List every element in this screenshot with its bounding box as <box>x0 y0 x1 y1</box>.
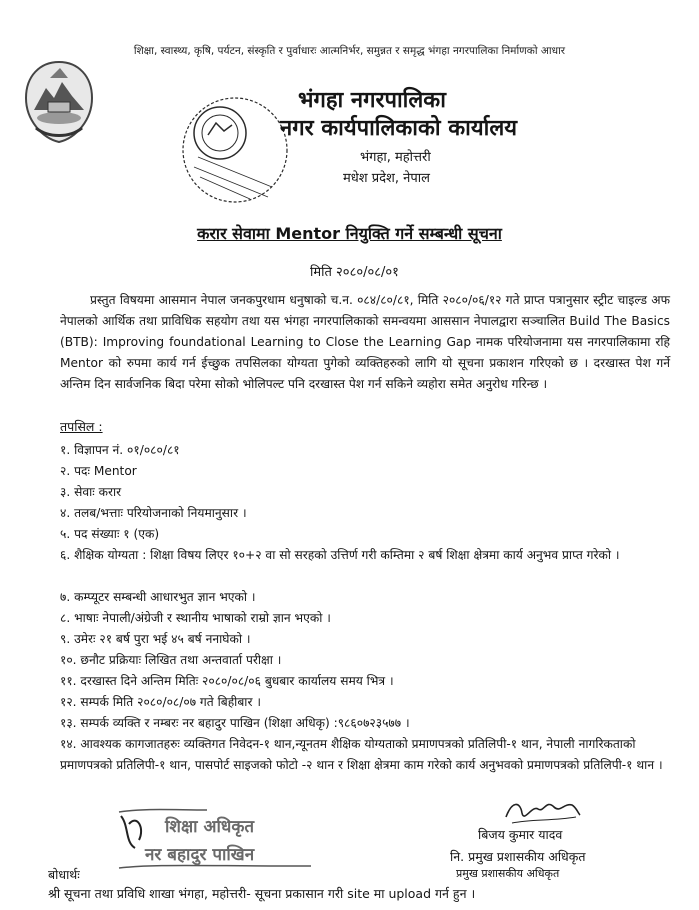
list-item: १४. आवश्यक कागजातहरुः व्यक्तिगत निवेदन-१ थान,न्यूनतम शैक्षिक योग्यताको प्रमाणपत्रको प्रतिलिपी-१ थान, नेपाली नागरिकताको प्रमाणपत्रको प्रतिलिपी-१ थान, पासपोर्ट साइजको फोटो -२ थान र शिक्षा क्षेत्रमा काम गरेको कार्य अनुभवको प्रमाणपत्रको प्रतिलिपी-१ थान । <box>60 737 663 772</box>
list-item: ८. भाषाः नेपाली/अंग्रेजी र स्थानीय भाषाको राम्रो ज्ञान भएको । <box>60 611 331 625</box>
notice-paragraph: प्रस्तुत विषयमा आसमान नेपाल जनकपुरधाम धनुषाको च.न. ०८४/८०/८१, मिति २०८०/०६/१२ गते प्राप्त पत्रानुसार स्ट्रीट चाइल्ड अफ नेपालको आर्थिक तथा प्राविधिक सहयोग तथा यस भंगहा नगरपालिकाको समन्वयमा आससान नेपालद्वारा सञ्चालित Build The Basics (BTB): Improving foundational Learning to Close the Learning Gap नामक परियोजनामा यस नगरपालिकामा रहि Mentor को रुपमा कार्य गर्न ईच्छुक तपसिलका योग्यता पुगेको व्यक्तिहरुको लागि यो सूचना प्रकाशन गरिएको छ । दरखास्त पेश गर्ने अन्तिम दिन सार्वजनिक बिदा परेमा सोको भोलिपल्ट पनि दरखास्त पेश गर्न सकिने व्यहोरा समेत अनुरोध गरिन्छ । <box>60 293 670 391</box>
list-item: ९. उमेरः २१ बर्ष पुरा भई ४५ बर्ष ननाघेको । <box>60 632 251 646</box>
signer-name: बिजय कुमार यादव <box>478 827 563 842</box>
office-title: नगर कार्यपालिकाको कार्यालय <box>280 116 517 141</box>
nepal-emblem-icon <box>20 58 98 146</box>
list-item: ४. तलब/भत्ताः परियोजनाको नियमानुसार । <box>60 506 247 520</box>
municipality-name: भंगहा नगरपालिका <box>298 88 446 113</box>
office-address-line2: मधेश प्रदेश, नेपाल <box>343 171 430 186</box>
details-label: तपसिल : <box>60 419 103 434</box>
official-stamp <box>115 806 315 872</box>
cc-recipient: श्री सूचना तथा प्रविधि शाखा भंगहा, महोत्तरी- सूचना प्रकासान गरी site मा upload गर्न हुन । <box>48 886 476 901</box>
notice-title: करार सेवामा Mentor नियुक्ति गर्ने सम्बन्धी सूचना <box>197 224 502 243</box>
signature-scribble <box>502 795 582 827</box>
list-item: ७. कम्प्यूटर सम्बन्धी आधारभुत ज्ञान भएको । <box>60 590 256 604</box>
list-item: ३. सेवाः करार <box>60 485 122 499</box>
list-item: ५. पद संख्याः १ (एक) <box>60 527 160 541</box>
notice-title-wrap <box>0 222 699 244</box>
notice-date: मिति २०८०/०८/०१ <box>310 265 399 280</box>
stamp-line2: नर बहादुर पाखिन <box>145 845 255 865</box>
list-item: १२. सम्पर्क मिति २०८०/०८/०७ गते बिहीबार । <box>60 695 261 709</box>
office-address-line1: भंगहा, महोत्तरी <box>360 150 431 165</box>
signer-title: नि. प्रमुख प्रशासकीय अधिकृत <box>450 849 586 864</box>
list-item: ११. दरखास्त दिने अन्तिम मितिः २०८०/०८/०६ बुधबार कार्यालय समय भित्र । <box>60 674 394 688</box>
list-item: १३. सम्पर्क व्यक्ति र नम्बरः नर बहादुर पाखिन (शिक्षा अधिकृ) :९८६०७२३५७७ । <box>60 716 410 730</box>
stamp-line1: शिक्षा अधिकृत <box>165 817 255 837</box>
signer-title-secondary: प्रमुख प्रशासकीय अधिकृत <box>456 867 560 880</box>
list-item: ६. शैक्षिक योग्यता : शिक्षा विषय लिएर १०+२ वा सो सरहको उत्तिर्ण गरी कम्तिमा २ बर्ष शिक्षा क्षेत्रमा कार्य अनुभव प्राप्त गरेको । <box>60 548 620 562</box>
list-item: १०. छनौट प्रक्रियाः लिखित तथा अन्तवार्ता परीक्षा । <box>60 653 282 667</box>
header-motto: शिक्षा, स्वास्थ्य, कृषि, पर्यटन, संस्कृति र पुर्वाधारः आत्मनिर्भर, समुन्नत र समृद्ध भंगहा नगरपालिका निर्माणको आधार <box>133 45 566 57</box>
list-item: २. पदः Mentor <box>60 464 137 478</box>
municipal-seal-icon <box>180 95 290 205</box>
cc-label: बोधार्थः <box>48 867 80 882</box>
list-item: १. विज्ञापन नं. ०१/०८०/८१ <box>60 443 180 457</box>
